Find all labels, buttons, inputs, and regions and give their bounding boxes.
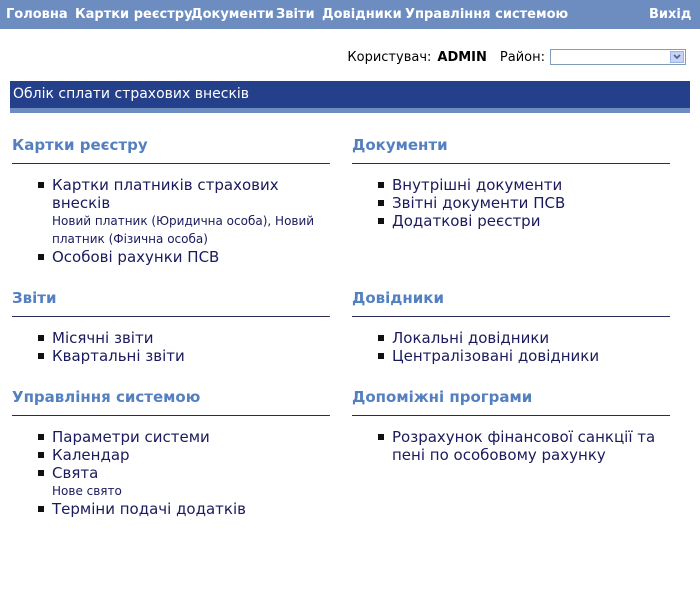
section-divider (352, 163, 670, 164)
sub-link-separator: , (267, 214, 272, 228)
bullet-icon (38, 254, 44, 260)
link-calendar[interactable]: Календар (52, 446, 130, 464)
link-centralized-references[interactable]: Централізовані довідники (392, 347, 600, 365)
list-item (12, 464, 332, 500)
list-item (12, 329, 332, 347)
chevron-down-icon (673, 54, 681, 60)
list-item (352, 212, 672, 230)
bullet-icon (378, 353, 384, 359)
link-system-parameters[interactable]: Параметри системи (52, 428, 210, 446)
section-divider (352, 415, 670, 416)
section-divider (12, 163, 330, 164)
section-heading[interactable]: Звіти (12, 289, 57, 307)
top-navigation-bar (0, 0, 700, 29)
section-divider (12, 415, 330, 416)
bullet-icon (38, 182, 44, 188)
nav-item-reports[interactable]: Звіти (276, 7, 315, 22)
section-heading[interactable]: Допоміжні програми (352, 388, 533, 406)
list-item (352, 428, 672, 464)
page-title-bar (10, 81, 690, 113)
nav-item-references[interactable]: Довідники (322, 7, 402, 22)
link-quarterly-reports[interactable]: Квартальні звіти (52, 347, 185, 365)
link-new-payer-individual[interactable]: Новий платник (Фізична особа) (52, 214, 315, 246)
link-monthly-reports[interactable]: Місячні звіти (52, 329, 154, 347)
district-select[interactable] (550, 49, 686, 65)
link-personal-accounts[interactable]: Особові рахунки ПСВ (52, 248, 220, 266)
section-list (12, 329, 332, 365)
link-sanction-calculation[interactable]: Розрахунок фінансової санкції та пені по особовому рахунку (392, 428, 656, 464)
bullet-icon (38, 452, 44, 458)
bullet-icon (378, 434, 384, 440)
section-documents (352, 135, 672, 230)
bullet-icon (38, 470, 44, 476)
list-item (12, 500, 332, 518)
bullet-icon (38, 434, 44, 440)
list-item (12, 176, 332, 248)
list-item (12, 248, 332, 266)
bullet-icon (378, 200, 384, 206)
section-heading[interactable]: Управління системою (12, 388, 201, 406)
nav-item-system-management[interactable]: Управління системою (405, 7, 569, 22)
section-registry-cards (12, 135, 332, 266)
list-item (352, 194, 672, 212)
section-divider (352, 316, 670, 317)
section-heading[interactable]: Картки реєстру (12, 136, 148, 154)
section-list (352, 428, 672, 464)
bullet-icon (38, 353, 44, 359)
user-info-bar (347, 49, 686, 65)
link-payer-cards[interactable]: Картки платників страхових внесків (52, 176, 279, 212)
link-additional-registers[interactable]: Додаткові реєстри (392, 212, 541, 230)
list-item (352, 329, 672, 347)
list-item (12, 347, 332, 365)
user-label: Користувач: (347, 49, 432, 65)
sub-links (52, 482, 332, 500)
bullet-icon (378, 182, 384, 188)
select-dropdown-button[interactable] (670, 51, 684, 63)
list-item (12, 446, 332, 464)
bullet-icon (38, 335, 44, 341)
section-heading[interactable]: Довідники (352, 289, 444, 307)
sub-links (52, 212, 332, 248)
section-system-management (12, 387, 332, 518)
section-references (352, 288, 672, 365)
bullet-icon (378, 335, 384, 341)
bullet-icon (38, 506, 44, 512)
link-holidays[interactable]: Свята (52, 464, 99, 482)
section-utilities (352, 387, 672, 464)
list-item (352, 176, 672, 194)
list-item (352, 347, 672, 365)
section-divider (12, 316, 330, 317)
nav-item-logout[interactable]: Вихід (649, 7, 692, 22)
nav-item-home[interactable]: Головна (6, 7, 68, 22)
user-name: ADMIN (437, 49, 487, 65)
list-item (12, 428, 332, 446)
bullet-icon (378, 218, 384, 224)
link-local-references[interactable]: Локальні довідники (392, 329, 550, 347)
section-list (12, 176, 332, 266)
link-new-holiday[interactable]: Нове свято (52, 484, 122, 498)
section-heading[interactable]: Документи (352, 136, 448, 154)
nav-item-documents[interactable]: Документи (191, 7, 274, 22)
district-label: Район: (499, 49, 545, 65)
section-list (12, 428, 332, 518)
section-reports (12, 288, 332, 365)
nav-item-registry-cards[interactable]: Картки реєстру (75, 7, 193, 22)
link-new-payer-legal[interactable]: Новий платник (Юридична особа) (52, 214, 268, 228)
link-report-documents[interactable]: Звітні документи ПСВ (392, 194, 566, 212)
link-internal-documents[interactable]: Внутрішні документи (392, 176, 563, 194)
link-submission-deadlines[interactable]: Терміни подачі додатків (52, 500, 246, 518)
page-title: Облік сплати страхових внесків (13, 86, 250, 102)
section-list (352, 329, 672, 365)
section-list (352, 176, 672, 230)
